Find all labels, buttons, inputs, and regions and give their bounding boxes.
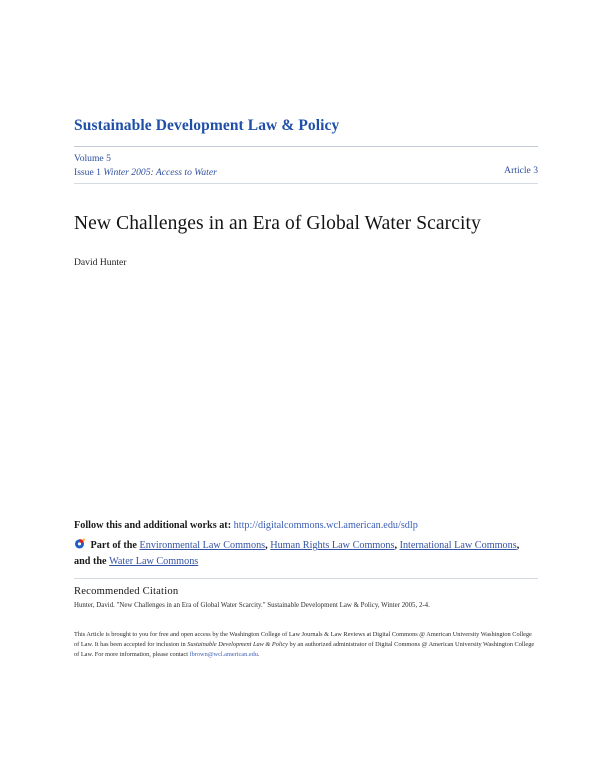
comma-2: ,	[394, 540, 398, 552]
and-the-text: , and the	[74, 540, 520, 568]
document-header-area	[74, 0, 538, 268]
issue-line	[74, 166, 217, 180]
follow-line	[74, 518, 538, 533]
footer-note-block	[74, 630, 538, 661]
issue-label: Issue 1	[74, 166, 101, 178]
contact-email-link[interactable]: fbrown@wcl.american.edu	[189, 651, 258, 659]
follow-works-block	[74, 518, 538, 570]
repository-url-link[interactable]: http://digitalcommons.wcl.american.edu/sdlp	[233, 520, 418, 531]
digital-commons-network-icon	[74, 538, 85, 549]
follow-lead-text: Follow this and additional works at:	[74, 520, 232, 531]
issue-info-row	[74, 147, 538, 184]
footer-journal-name: Sustainable Development Law & Policy	[187, 641, 288, 649]
comma-1: ,	[265, 540, 268, 552]
environmental-law-commons-link[interactable]: Environmental Law Commons	[139, 540, 266, 552]
footer-part-1: This Article is brought to you for free and open access by the Washington College of Law Journals & Law Reviews at Digital Commons @ American University Washington College of Law. It has been accepted for inclusion in	[74, 631, 532, 649]
footer-part-2: by an authorized administrator of Digital Commons @ American University Washington College of Law. For more information, please contact	[74, 641, 535, 659]
article-author: David Hunter	[74, 256, 127, 268]
article-number: Article 3	[504, 164, 538, 176]
issue-details	[74, 152, 217, 180]
commons-line	[74, 538, 538, 570]
part-of-text: Part of the	[90, 540, 137, 552]
journal-title: Sustainable Development Law & Policy	[74, 117, 340, 134]
recommended-citation-heading: Recommended Citation	[74, 586, 179, 597]
water-law-commons-link[interactable]: Water Law Commons	[109, 556, 199, 568]
volume-label: Volume 5	[74, 152, 111, 164]
international-law-commons-link[interactable]: International Law Commons	[399, 540, 517, 552]
footer-period: .	[257, 651, 260, 659]
issue-title: Winter 2005: Access to Water	[103, 166, 217, 178]
recommended-citation-text: Hunter, David. "New Challenges in an Era of Global Water Scarcity." Sustainable Development Law & Policy, Winter 2005, 2-4.	[74, 602, 430, 609]
human-rights-law-commons-link[interactable]: Human Rights Law Commons	[270, 540, 395, 552]
article-title: New Challenges in an Era of Global Water Scarcity	[74, 213, 481, 235]
recommended-citation-block	[74, 578, 538, 611]
footer-note-text	[74, 630, 538, 661]
